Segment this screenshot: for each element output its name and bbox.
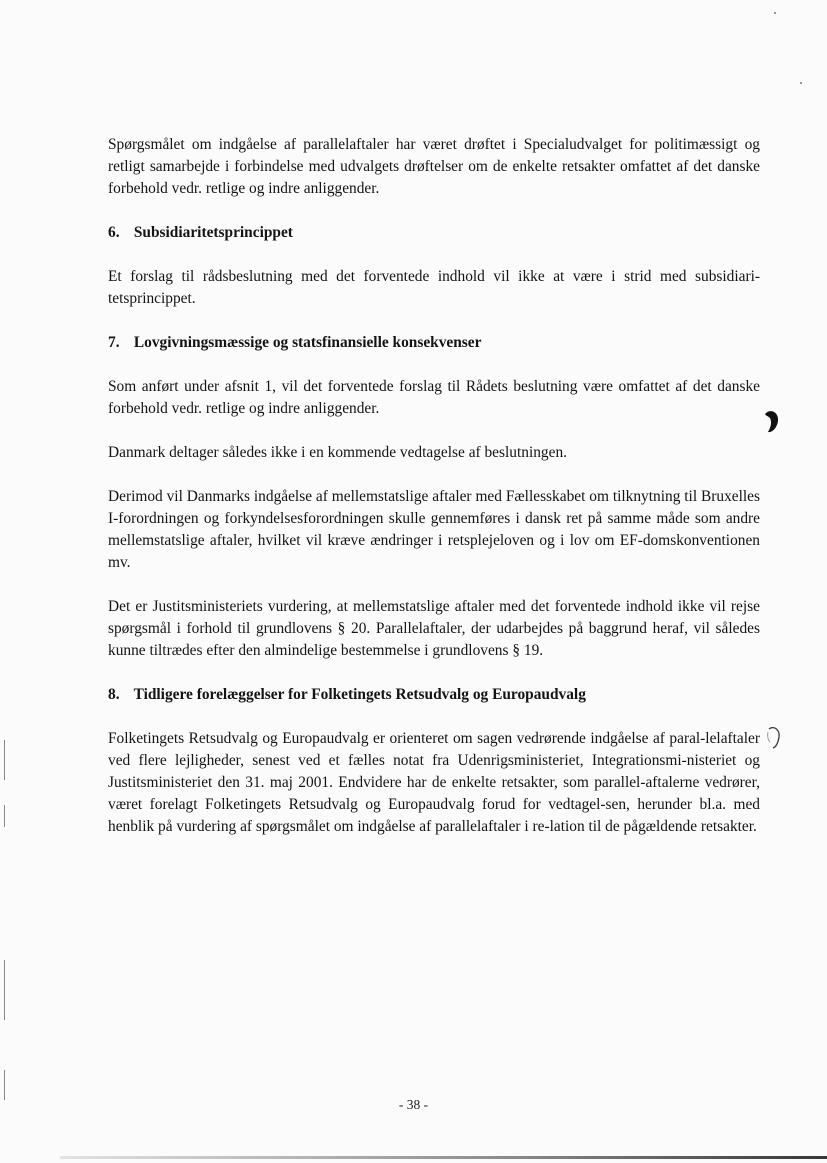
section-heading-8 xyxy=(108,684,760,706)
section-number: 7. xyxy=(108,334,120,351)
scan-edge-line xyxy=(4,740,5,780)
document-body xyxy=(108,134,760,838)
section-number: 8. xyxy=(108,686,120,703)
section-title: Lovgivningsmæssige og statsfinansielle konsekvenser xyxy=(133,334,482,351)
section-title: Tidligere forelæggelser for Folketingets Retsudvalg og Europaudvalg xyxy=(133,686,586,703)
paragraph-previous-submissions: Folketingets Retsudvalg og Europaudvalg er orienteret om sagen vedrørende indgåelse af paral-lelaftaler ved flere lejligheder, senest ved et fælles notat fra Udenrigsministeriet, Integrationsmi-nisteriet og Justitsministeriet den 31. maj 2001. Endvidere har de enkelte retsakter, som parallel-aftalerne vedrører, været forelagt Folketingets Retsudvalg og Europaudvalg forud for vedtagel-sen, herunder bl.a. med henblik på vurdering af spørgsmålet om indgåelse af parallelaftaler i re-lation til de pågældende retsakter. xyxy=(108,730,760,835)
paragraph-denmark-not-participating: Danmark deltager således ikke i en kommende vedtagelse af beslutningen. xyxy=(108,444,567,461)
section-heading-6 xyxy=(108,222,760,244)
scan-edge-line xyxy=(4,805,5,827)
punch-hole-mark xyxy=(762,408,780,434)
scan-bottom-edge xyxy=(60,1156,827,1159)
section-title: Subsidiaritetsprincippet xyxy=(133,224,293,241)
paragraph-parallel-agreements-discussion: Spørgsmålet om indgåelse af parallelaftaler har været drøftet i Specialudvalget for politimæssigt og retligt samarbejde i forbindelse med udvalgets drøftelser om de enkelte retsakter omfattet af det danske forbehold vedr. retlige og indre anliggender. xyxy=(108,136,760,197)
scan-edge-line xyxy=(4,960,5,1020)
paragraph-subsidiarity: Et forslag til rådsbeslutning med det forventede indhold vil ikke at være i strid med subsidiari-tetsprincippet. xyxy=(108,268,760,307)
page-number: - 38 - xyxy=(398,1097,429,1112)
scan-speck xyxy=(774,12,776,14)
paragraph-danish-reservation: Som anført under afsnit 1, vil det forventede forslag til Rådets beslutning være omfattet af det danske forbehold vedr. retlige og indre anliggender. xyxy=(108,378,760,417)
punch-hole-outline-mark xyxy=(764,724,782,750)
section-number: 6. xyxy=(108,224,120,241)
paragraph-constitution-assessment: Det er Justitsministeriets vurdering, at mellemstatslige aftaler med det forventede indhold ikke vil rejse spørgsmål i forhold til grundlovens § 20. Parallelaftaler, der udarbejdes på baggrund heraf, vil således kunne tiltrædes efter den almindelige bestemmelse i grundlovens § 19. xyxy=(108,598,760,659)
section-heading-7 xyxy=(108,332,760,354)
paragraph-intergovernmental-agreements: Derimod vil Danmarks indgåelse af mellemstatslige aftaler med Fællesskabet om tilknytning til Bruxelles I-forordningen og forkyndelsesforordningen skulle gennemføres i dansk ret på samme måde som andre mellemstatslige aftaler, hvilket vil kræve ændringer i retsplejeloven og i lov om EF-domskonventionen mv. xyxy=(108,488,760,571)
scan-speck xyxy=(800,82,802,84)
scan-edge-line xyxy=(4,1070,5,1100)
